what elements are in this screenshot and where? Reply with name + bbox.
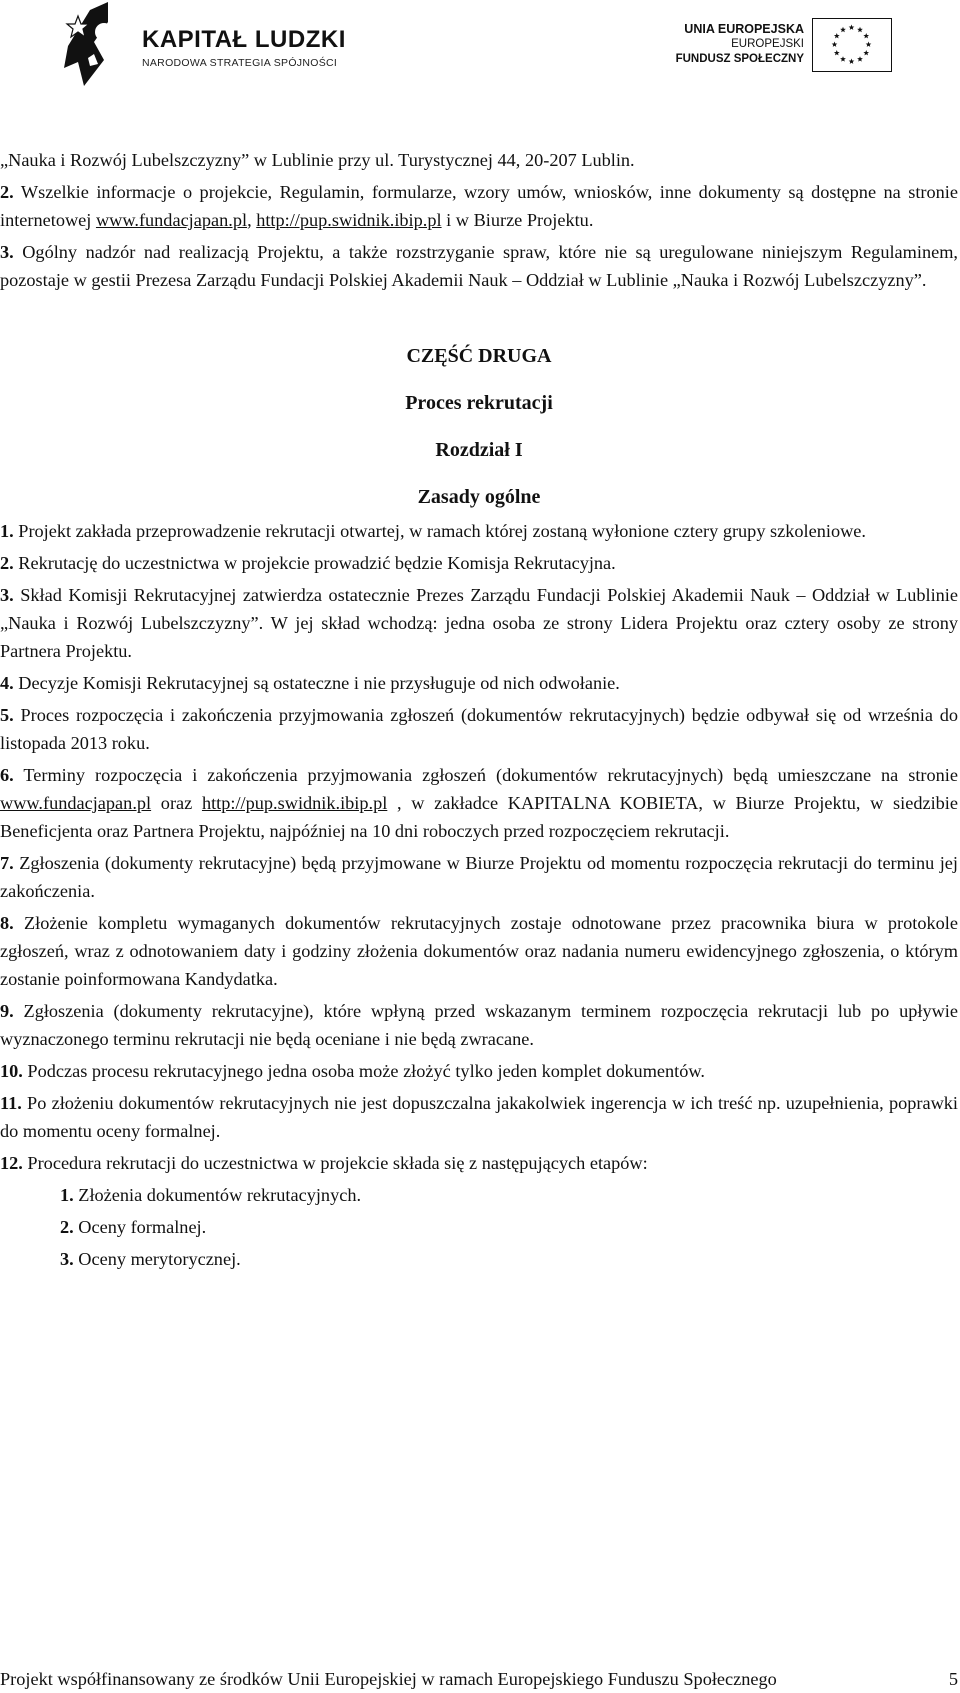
list-item (0, 669, 958, 697)
item-text: Zgłoszenia (dokumenty rekrutacyjne), które wpłyną przed wskazanym terminem rozpoczęcia rekrutacji lub po upływie wyznaczonego terminu rekrutacji nie będą oceniane i nie będą zwracane. (0, 1001, 958, 1049)
kapital-ludzki-subtitle: NARODOWA STRATEGIA SPÓJNOŚCI (142, 57, 338, 69)
list-item (0, 549, 958, 577)
eu-logo (668, 18, 900, 78)
part-title: Proces rekrutacji (405, 392, 553, 414)
eu-line-1: UNIA EUROPEJSKA (684, 22, 804, 36)
item-number: 6. (0, 765, 14, 785)
list-item (0, 909, 958, 993)
page-footer (0, 1666, 960, 1692)
paragraph-text: Ogólny nadzór nad realizacją Projektu, a także rozstrzyganie spraw, które nie są uregulowane niniejszym Regulaminem, pozostaje w gestii Prezesa Zarządu Fundacji Polskiej Akademii Nauk – Oddział w Lublinie „Nauka i Rozwój Lubelszczyzny”. (0, 242, 958, 290)
eu-star-icon (834, 50, 840, 55)
footer-text: Projekt współfinansowany ze środków Unii Europejskiej w ramach Europejskiego Funduszu Społecznego (0, 1669, 777, 1689)
item-number: 7. (0, 853, 14, 873)
item-number: 4. (0, 673, 14, 693)
kapital-ludzki-emblem-icon (64, 2, 138, 90)
sub-list-item (60, 1245, 958, 1273)
item-text: Proces rozpoczęcia i zakończenia przyjmowania zgłoszeń (dokumentów rekrutacyjnych) będzie odbywał się od września do listopada 2013 roku. (0, 705, 958, 753)
kapital-ludzki-name: KAPITAŁ LUDZKI (142, 26, 346, 53)
eu-star-icon (863, 33, 869, 38)
sub-list-item (60, 1181, 958, 1209)
paragraph-text: i w Biurze Projektu. (441, 210, 594, 230)
pup-swidnik-link[interactable]: http://pup.swidnik.ibip.pl (201, 793, 388, 813)
list-item (0, 581, 958, 665)
eu-star-icon (840, 56, 846, 61)
sub-item-number: 1. (60, 1185, 74, 1205)
item-number: 10. (0, 1061, 23, 1081)
list-item (0, 849, 958, 905)
eu-line-2: EUROPEJSKI (731, 38, 804, 50)
list-item (0, 701, 958, 757)
eu-star-icon (866, 42, 872, 47)
eu-logo-text (676, 22, 804, 67)
sub-item-text: Oceny merytorycznej. (73, 1249, 241, 1269)
part-heading: CZĘŚĆ DRUGA (406, 345, 552, 367)
item-number: 5. (0, 705, 14, 725)
item-text: Decyzje Komisji Rekrutacyjnej są ostateczne i nie przysługuje od nich odwołanie. (13, 673, 620, 693)
paragraph-text: , (247, 210, 257, 230)
pup-swidnik-link[interactable]: http://pup.swidnik.ibip.pl (256, 210, 442, 230)
list-item (0, 1057, 958, 1085)
item-text: Terminy rozpoczęcia i zakończenia przyjmowania zgłoszeń (dokumentów rekrutacyjnych) będą umieszczane na stronie (13, 765, 958, 785)
kapital-ludzki-logo (64, 2, 364, 90)
fundacjapan-link[interactable]: www.fundacjapan.pl (95, 210, 248, 230)
item-text: Złożenie kompletu wymaganych dokumentów rekrutacyjnych zostaje odnotowane przez pracownika biura w protokole zgłoszeń, wraz z odnotowaniem daty i godziny złożenia dokumentów oraz nadania numeru ewidencyjnego zgłoszenia, o którym zostanie poinformowana Kandydatka. (0, 913, 958, 989)
item-text: oraz (151, 793, 202, 813)
chapter-title: Zasady ogólne (417, 486, 541, 508)
sub-item-text: Oceny formalnej. (73, 1217, 207, 1237)
item-number: 3. (0, 585, 14, 605)
eu-line-3: FUNDUSZ SPOŁECZNY (675, 53, 804, 65)
intro-paragraph-continuation: „Nauka i Rozwój Lubelszczyzny” w Lublinie przy ul. Turystycznej 44, 20-207 Lublin. (0, 150, 635, 170)
item-text: Procedura rekrutacji do uczestnictwa w projekcie składa się z następujących etapów: (22, 1153, 648, 1173)
chapter-heading: Rozdział I (435, 439, 523, 461)
fundacjapan-link[interactable]: www.fundacjapan.pl (0, 793, 152, 813)
eu-star-icon (834, 33, 840, 38)
item-number: 12. (0, 1153, 23, 1173)
list-item (0, 1089, 958, 1145)
item-text: , w zakładce KAPITALNA KOBIETA, w Biurze Projektu, w siedzibie Beneficjenta oraz Partnera Projektu, najpóźniej na 10 dni roboczych przed rozpoczęciem rekrutacji. (0, 793, 958, 841)
eu-flag-icon (812, 18, 892, 72)
list-item (0, 997, 958, 1053)
item-number: 11. (0, 1093, 22, 1113)
eu-star-icon (857, 27, 863, 32)
paragraph-text: Wszelkie informacje o projekcie, Regulamin, formularze, wzory umów, wniosków, inne dokumenty są dostępne na stronie internetowej (0, 182, 958, 230)
item-text: Podczas procesu rekrutacyjnego jedna osoba może złożyć tylko jeden komplet dokumentów. (22, 1061, 705, 1081)
paragraph-number: 3. (0, 242, 14, 262)
eu-star-icon (832, 42, 838, 47)
list-item (0, 761, 958, 845)
list-item (0, 517, 958, 545)
eu-star-icon (840, 27, 846, 32)
item-text: Rekrutację do uczestnictwa w projekcie prowadzić będzie Komisja Rekrutacyjna. (13, 553, 616, 573)
intro-paragraph-2 (0, 178, 958, 234)
eu-star-icon (849, 25, 855, 30)
item-number: 9. (0, 1001, 14, 1021)
item-text: Zgłoszenia (dokumenty rekrutacyjne) będą przyjmowane w Biurze Projektu od momentu rozpoczęcia rekrutacji do terminu jej zakończenia. (0, 853, 958, 901)
intro-paragraph-3 (0, 238, 958, 294)
item-number: 1. (0, 521, 14, 541)
list-item (0, 1149, 958, 1177)
sub-item-number: 2. (60, 1217, 74, 1237)
page-number: 5 (948, 1669, 958, 1689)
item-text: Skład Komisji Rekrutacyjnej zatwierdza ostatecznie Prezes Zarządu Fundacji Polskiej Akademii Nauk – Oddział w Lublinie „Nauka i Rozwój Lubelszczyzny”. W jej skład wchodzą: jedna osoba ze strony Lidera Projektu oraz cztery osoby ze strony Partnera Projektu. (0, 585, 958, 661)
item-text: Po złożeniu dokumentów rekrutacyjnych nie jest dopuszczalna jakakolwiek ingerencja w ich treść np. uzupełnienia, poprawki do momentu oceny formalnej. (0, 1093, 958, 1141)
sub-item-number: 3. (60, 1249, 74, 1269)
item-number: 2. (0, 553, 14, 573)
eu-star-icon (863, 50, 869, 55)
item-number: 8. (0, 913, 14, 933)
sub-item-text: Złożenia dokumentów rekrutacyjnych. (73, 1185, 362, 1205)
eu-star-icon (849, 59, 855, 64)
page-header (0, 0, 960, 100)
paragraph-number: 2. (0, 182, 14, 202)
document-body (0, 146, 958, 1277)
sub-list-item (60, 1213, 958, 1241)
item-text: Projekt zakłada przeprowadzenie rekrutacji otwartej, w ramach której zostaną wyłonione cztery grupy szkoleniowe. (13, 521, 866, 541)
eu-star-icon (857, 56, 863, 61)
